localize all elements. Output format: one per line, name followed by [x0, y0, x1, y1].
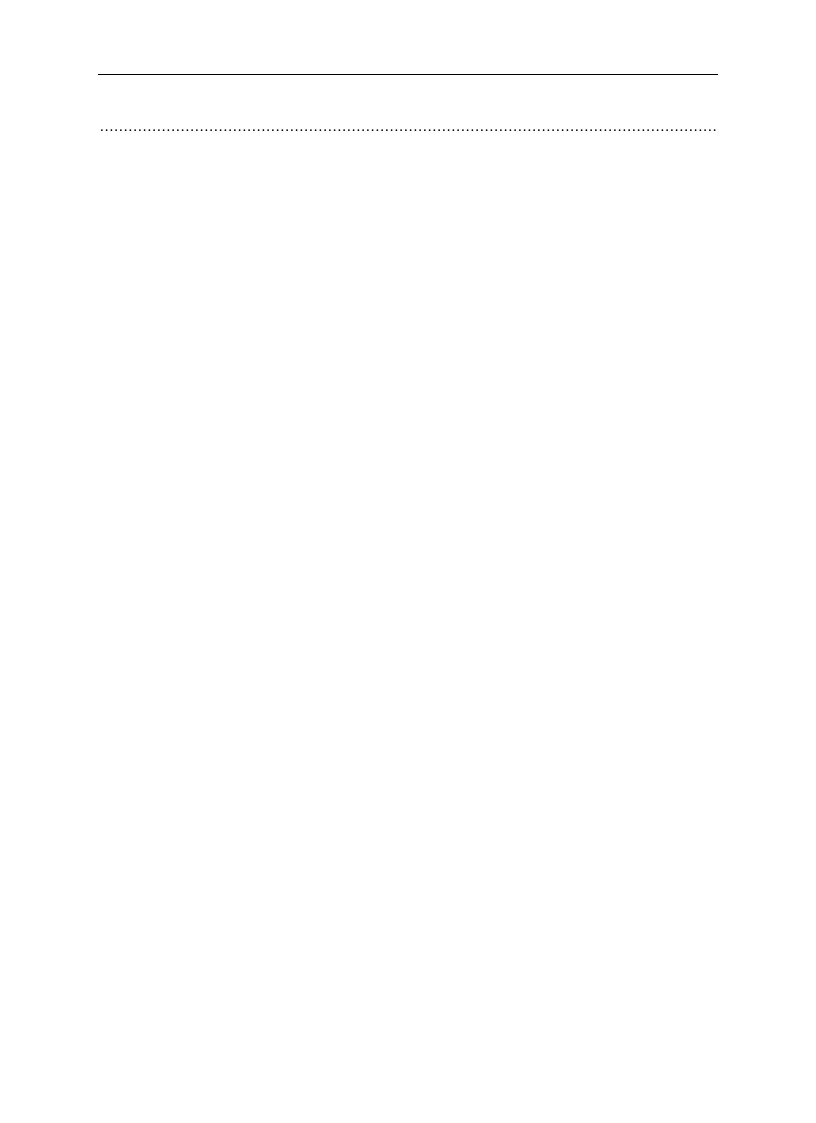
- table-of-contents: [98, 92, 718, 140]
- toc-leader-dots: [100, 117, 716, 138]
- toc-entry-line1: [132, 96, 718, 117]
- toc-entry-wrapped[interactable]: [98, 96, 718, 138]
- toc-entry-line2: [98, 117, 718, 138]
- header-rule: [98, 74, 718, 75]
